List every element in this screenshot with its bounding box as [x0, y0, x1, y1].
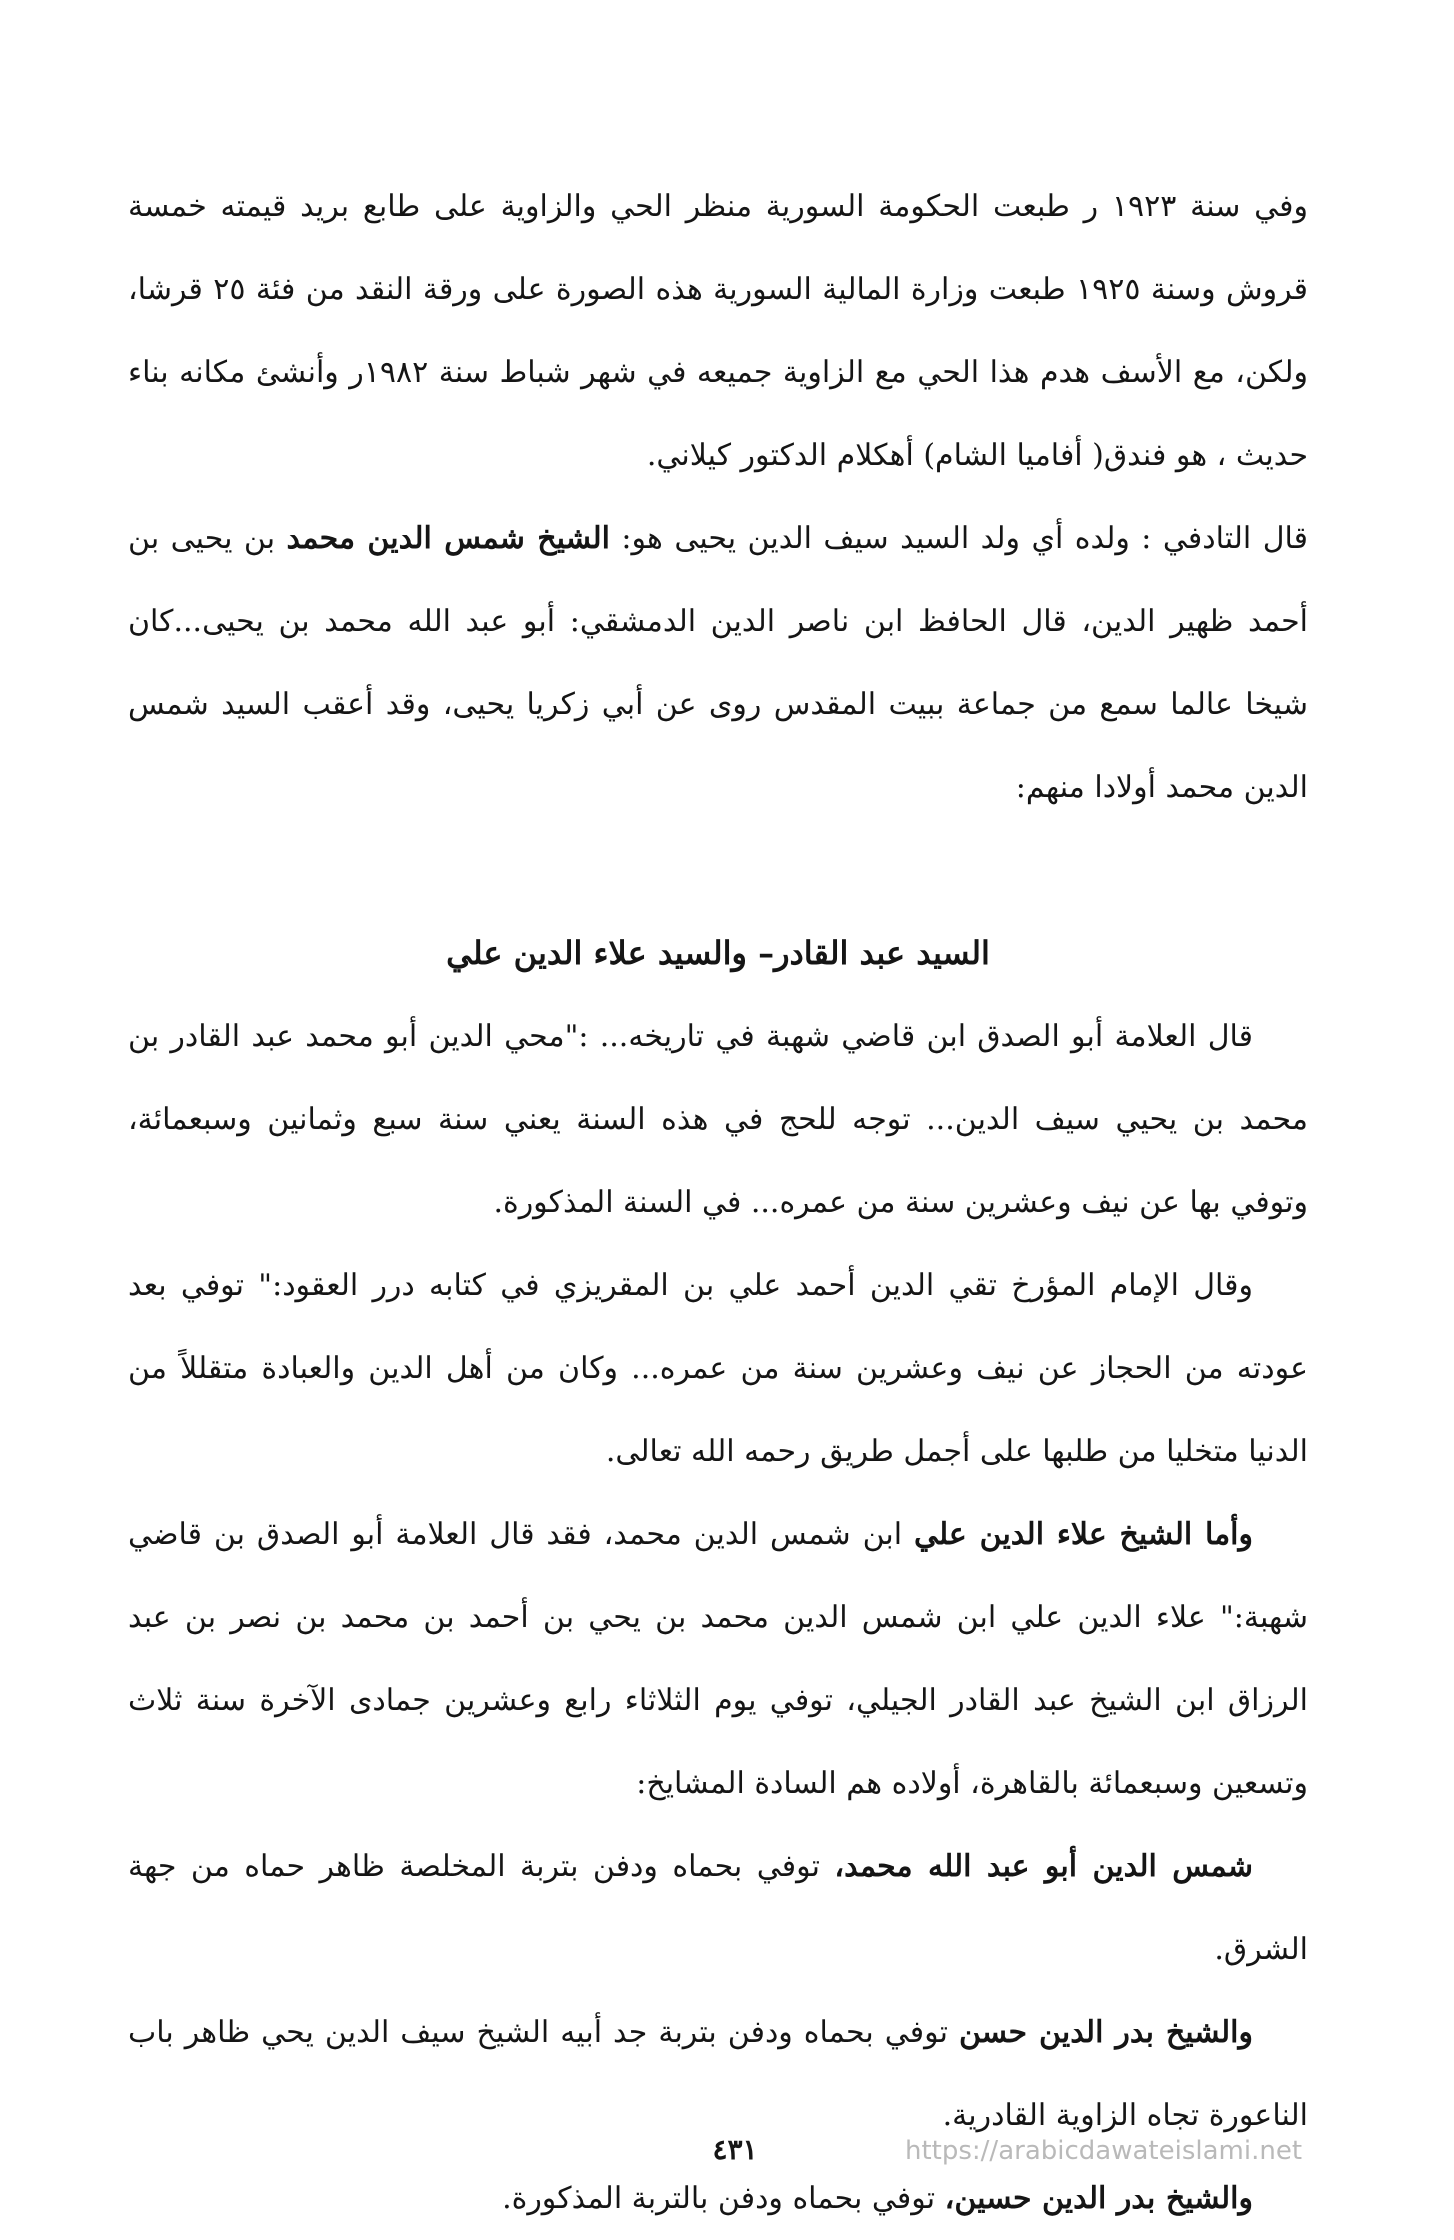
paragraph-7-bold-name: والشيخ بدر الدين حسن — [958, 2015, 1253, 2050]
page-body — [128, 165, 1308, 2240]
paragraph-2-intro: قال التادفي : ولده أي ولد السيد سيف الدين يحيى هو: — [609, 521, 1308, 556]
paragraph-3 — [128, 995, 1308, 1244]
paragraph-4-text: وقال الإمام المؤرخ تقي الدين أحمد علي بن المقريزي في كتابه درر العقود:" توفي بعد عودته من الحجاز عن نيف وعشرين سنة من عمره... وكان من أهل الدين والعبادة متقللاً من الدنيا متخليا من طلبها على أجمل طريق رحمه الله تعالى. — [128, 1268, 1308, 1469]
paragraph-5-rest: ابن شمس الدين محمد، فقد قال العلامة أبو الصدق بن قاضي شهبة:" علاء الدين علي ابن شمس الدين محمد بن يحي بن أحمد بن محمد بن نصر بن عبد الرزاق ابن الشيخ عبد القادر الجيلي، توفي يوم الثلاثاء رابع وعشرين جمادى الآخرة سنة ثلاث وتسعين وسبعمائة بالقاهرة، أولاده هم السادة المشايخ: — [128, 1517, 1308, 1801]
paragraph-2-rest: بن يحيى بن أحمد ظهير الدين، قال الحافظ ابن ناصر الدين الدمشقي: أبو عبد الله محمد بن يحيى...كان شيخا عالما سمع من جماعة ببيت المقدس روى عن أبي زكريا يحيى، وقد أعقب السيد شمس الدين محمد أولادا منهم: — [128, 521, 1308, 805]
paragraph-2-bold-name: الشيخ شمس الدين محمد — [286, 521, 610, 556]
paragraph-1 — [128, 165, 1308, 497]
section-heading: السيد عبد القادر– والسيد علاء الدين علي — [446, 934, 990, 972]
paragraph-6 — [128, 1825, 1308, 1991]
paragraph-7-rest: توفي بحماه ودفن بتربة جد أبيه الشيخ سيف الدين يحي ظاهر باب الناعورة تجاه الزاوية القادرية. — [128, 2015, 1308, 2133]
paragraph-5 — [128, 1493, 1308, 1825]
paragraph-2 — [128, 497, 1308, 829]
paragraph-4 — [128, 1244, 1308, 1493]
paragraph-3-text: قال العلامة أبو الصدق ابن قاضي شهبة في تاريخه... :"محي الدين أبو محمد عبد القادر بن محمد بن يحيي سيف الدين... توجه للحج في هذه السنة يعني سنة سبع وثمانين وسبعمائة، وتوفي بها عن نيف وعشرين سنة من عمره... في السنة المذكورة. — [128, 1019, 1308, 1220]
paragraph-1-text: وفي سنة ١٩٢٣ ر طبعت الحكومة السورية منظر الحي والزاوية على طابع بريد قيمته خمسة قروش وسنة ١٩٢٥ طبعت وزارة المالية السورية هذه الصورة على ورقة النقد من فئة ٢٥ قرشا، ولكن، مع الأسف هدم هذا الحي مع الزاوية جميعه في شهر شباط سنة ١٩٨٢ر وأنشئ مكانه بناء حديث ، هو فندق( أفاميا الشام) أهكلام الدكتور كيلاني. — [128, 189, 1308, 473]
paragraph-8-rest: توفي بحماه ودفن بالتربة المذكورة. — [502, 2181, 945, 2216]
paragraph-5-bold-name: وأما الشيخ علاء الدين علي — [913, 1517, 1253, 1552]
watermark-url: https://arabicdawateislami.net — [905, 2136, 1303, 2166]
page-number: ٤٣١ — [712, 2133, 758, 2166]
paragraph-8-bold-name: والشيخ بدر الدين حسين، — [944, 2181, 1253, 2216]
paragraph-6-bold-name: شمس الدين أبو عبد الله محمد، — [834, 1849, 1253, 1884]
paragraph-6-rest: توفي بحماه ودفن بتربة المخلصة ظاهر حماه من جهة الشرق. — [128, 1849, 1308, 1967]
page-footer — [0, 2130, 1454, 2170]
